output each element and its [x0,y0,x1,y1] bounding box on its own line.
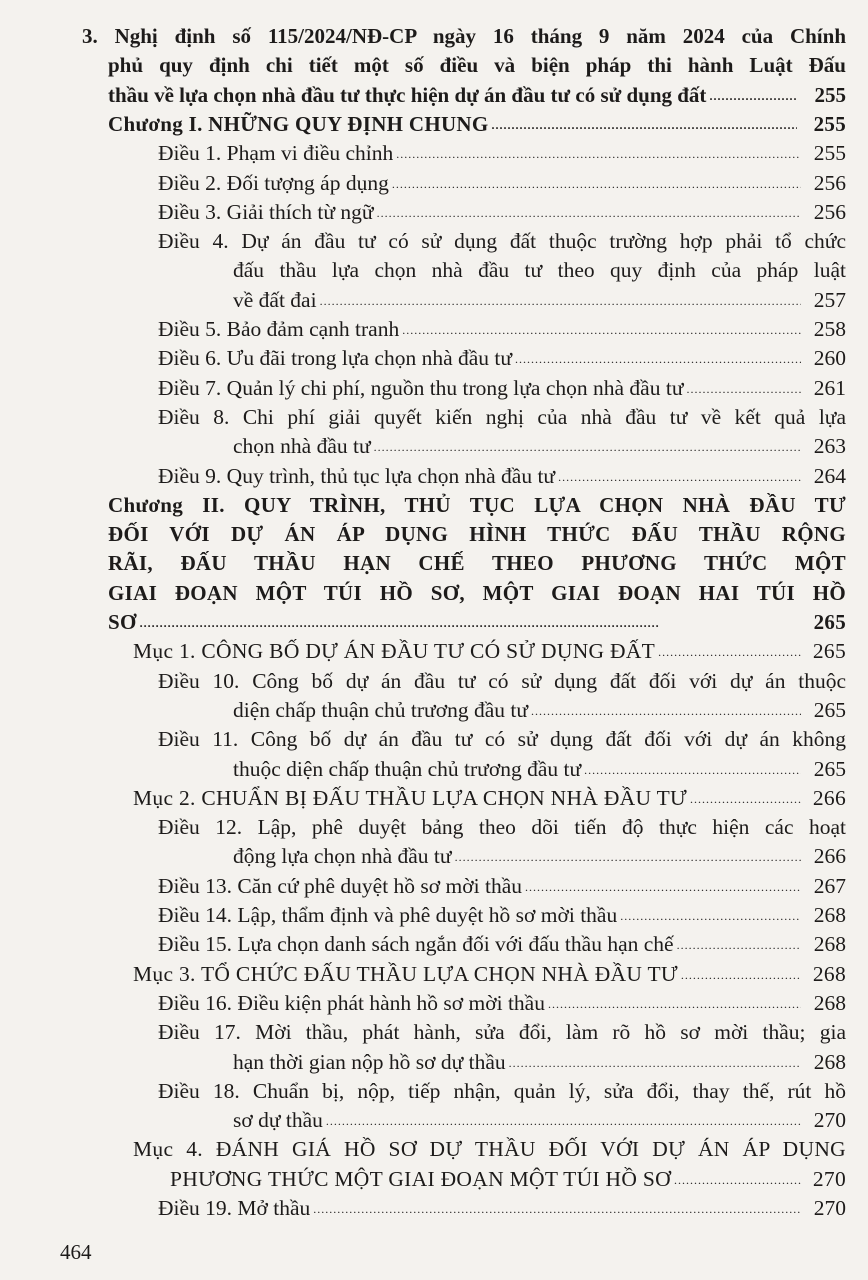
page-ref: 268 [813,1049,846,1074]
toc-article-text: Điều 3. Giải thích từ ngữ [158,199,374,224]
page-ref: 258 [813,317,846,341]
toc-article [158,901,846,929]
toc-article [158,227,846,255]
toc-article [158,403,846,431]
toc-article [233,286,846,314]
toc-article [158,725,846,753]
toc-article-text: Điều 7. Quản lý chi phí, nguồn thu trong lựa chọn nhà đầu tư [158,375,684,400]
page-ref: 256 [813,199,846,224]
chapter-heading [108,491,846,519]
toc-article-text: Điều 19. Mở thầu [158,1196,311,1220]
page-ref: 264 [813,463,846,488]
toc-article [233,256,846,284]
toc-article-text: Điều 6. Ưu đãi trong lựa chọn nhà đầu tư [158,346,513,371]
dot-leader [402,323,801,337]
dot-leader [531,704,801,718]
dot-leader [492,118,797,132]
page-ref: 256 [813,170,846,195]
page-ref: 265 [813,756,846,781]
toc-article [233,432,846,460]
toc-article-text: Điều 15. Lựa chọn danh sách ngắn đối với đấu thầu hạn chế [158,932,674,957]
section-title-line [108,81,846,109]
dot-leader [374,440,801,454]
section-heading [133,1135,846,1163]
chapter-heading [108,520,846,548]
dot-leader [326,1114,801,1128]
toc-article-text: đấu thầu lựa chọn nhà đầu tư theo quy định của pháp luật [233,258,846,283]
toc-article-text: diện chấp thuận chủ trương đầu tư [233,697,528,722]
page-ref: 270 [813,1196,846,1220]
toc-article-text: Điều 2. Đối tượng áp dụng [158,170,389,195]
dot-leader [515,352,801,366]
dot-leader [558,470,801,484]
page-ref: 270 [812,1166,846,1191]
toc-article-text: Điều 11. Công bố dự án đầu tư có sử dụng đất đối với dự án không [158,727,846,752]
page-ref: 265 [812,639,846,664]
chapter-heading-text: RÃI, ĐẤU THẦU HẠN CHẾ THEO PHƯƠNG THỨC MỘT [108,551,846,576]
page-ref: 260 [813,346,846,371]
toc-article [158,374,846,402]
toc-article-text: Điều 17. Mời thầu, phát hành, sửa đổi, làm rõ hồ sơ mời thầu; gia [158,1020,846,1045]
dot-leader [677,938,801,952]
page-ref: 255 [813,111,846,136]
section-heading-text: Mục 3. TỔ CHỨC ĐẤU THẦU LỰA CHỌN NHÀ ĐẦU TƯ [133,961,678,986]
dot-leader [525,880,801,894]
page-ref: 265 [813,610,846,634]
dot-leader [548,997,801,1011]
dot-leader [584,763,801,777]
toc-article [158,1018,846,1046]
dot-leader [396,147,801,161]
toc-article-text: Điều 1. Phạm vi điều chỉnh [158,141,394,166]
toc-article-text: hạn thời gian nộp hồ sơ dự thầu [233,1049,506,1074]
dot-leader [140,616,797,630]
chapter-heading [108,579,846,607]
section-title-line-text: 3. Nghị định số 115/2024/NĐ-CP ngày 16 tháng 9 năm 2024 của Chính [82,24,846,48]
toc-article-text: Điều 9. Quy trình, thủ tục lựa chọn nhà đầu tư [158,463,556,488]
toc-article-text: sơ dự thầu [233,1108,323,1133]
page-ref: 267 [813,873,846,898]
page-ref: 268 [812,961,846,986]
toc-article-text: Điều 14. Lập, thẩm định và phê duyệt hồ sơ mời thầu [158,903,618,927]
section-heading [133,960,846,988]
toc-article [158,1077,846,1105]
page-ref: 261 [813,375,846,400]
section-heading [133,784,846,812]
page-ref: 255 [814,82,846,107]
section-heading-text: Mục 1. CÔNG BỐ DỰ ÁN ĐẦU TƯ CÓ SỬ DỤNG ĐẤT [133,639,656,664]
toc-article-text: Điều 10. Công bố dự án đầu tư có sử dụng đất đối với dự án thuộc [158,668,846,693]
chapter-heading-text: Chương I. NHỮNG QUY ĐỊNH CHUNG [108,111,489,136]
page-ref: 268 [813,990,846,1015]
page-ref: 257 [813,287,846,312]
toc-article-text: Điều 12. Lập, phê duyệt bảng theo dõi tiến độ thực hiện các hoạt [158,815,846,840]
dot-leader [377,206,801,220]
dot-leader [674,1173,801,1187]
toc-article-text: Điều 13. Căn cứ phê duyệt hồ sơ mời thầu [158,873,522,898]
section-heading-text: Mục 2. CHUẨN BỊ ĐẤU THẦU LỰA CHỌN NHÀ ĐẦU TƯ [133,785,687,810]
section-heading-text: PHƯƠNG THỨC MỘT GIAI ĐOẠN MỘT TÚI HỒ SƠ [170,1166,671,1191]
chapter-heading-text: GIAI ĐOẠN MỘT TÚI HỒ SƠ, MỘT GIAI ĐOẠN HAI TÚI HỒ [108,580,846,605]
dot-leader [620,909,801,923]
toc-article-text: Điều 18. Chuẩn bị, nộp, tiếp nhận, quản lý, sửa đổi, thay thế, rút hồ [158,1078,846,1103]
page-ref: 266 [813,844,846,869]
toc-article-text: chọn nhà đầu tư [233,434,371,459]
section-title-line [108,51,846,79]
toc-article [233,696,846,724]
toc-article [158,989,846,1017]
section-title-line [82,22,846,50]
page-ref: 268 [813,903,846,927]
chapter-heading [108,549,846,577]
dot-leader [686,382,801,396]
dot-leader [709,89,797,103]
dot-leader [681,968,801,982]
chapter-heading-text: SƠ [108,610,137,634]
section-heading-text: Mục 4. ĐÁNH GIÁ HỒ SƠ DỰ THẦU ĐỐI VỚI DỰ ÁN ÁP DỤNG [133,1137,846,1162]
toc-article [158,930,846,958]
section-heading [170,1165,846,1193]
dot-leader [509,1056,801,1070]
toc-article [158,169,846,197]
toc-article-text: thuộc diện chấp thuận chủ trương đầu tư [233,756,582,781]
dot-leader [455,850,801,864]
section-title-line-text: thầu về lựa chọn nhà đầu tư thực hiện dự án đầu tư có sử dụng đất [108,82,707,107]
chapter-heading [108,608,846,636]
section-title-line-text: phủ quy định chi tiết một số điều và biện pháp thi hành Luật Đấu [108,53,846,78]
dot-leader [658,645,801,659]
toc-article [233,1106,846,1134]
page-ref: 268 [813,932,846,957]
page-ref: 265 [813,697,846,722]
toc-article [233,755,846,783]
chapter-heading-text: ĐỐI VỚI DỰ ÁN ÁP DỤNG HÌNH THỨC ĐẤU THẦU RỘNG [108,522,846,547]
dot-leader [690,792,801,806]
dot-leader [320,294,801,308]
toc-article [233,1048,846,1076]
toc-article [158,139,846,167]
page-ref: 266 [812,785,846,810]
toc-article [158,198,846,226]
page-ref: 270 [813,1108,846,1133]
toc-article [158,813,846,841]
toc-article-text: Điều 16. Điều kiện phát hành hồ sơ mời thầu [158,990,545,1015]
toc-article-text: động lựa chọn nhà đầu tư [233,844,452,869]
section-heading [133,637,846,665]
page-ref: 255 [813,141,846,166]
dot-leader [392,177,801,191]
page-number: 464 [60,1240,92,1264]
toc-article [158,344,846,372]
toc-article [158,462,846,490]
toc-article [158,1194,846,1222]
toc-article-text: về đất đai [233,287,317,312]
dot-leader [313,1202,801,1216]
chapter-heading [108,110,846,138]
toc-article-text: Điều 8. Chi phí giải quyết kiến nghị của nhà đầu tư về kết quả lựa [158,404,846,429]
chapter-heading-text: Chương II. QUY TRÌNH, THỦ TỤC LỰA CHỌN NHÀ ĐẦU TƯ [108,492,846,517]
toc-article-text: Điều 4. Dự án đầu tư có sử dụng đất thuộc trường hợp phải tổ chức [158,229,846,254]
page-ref: 263 [813,434,846,459]
toc-article-text: Điều 5. Bảo đảm cạnh tranh [158,317,400,341]
toc-article [233,842,846,870]
toc-article [158,667,846,695]
toc-article [158,872,846,900]
toc-article [158,315,846,343]
